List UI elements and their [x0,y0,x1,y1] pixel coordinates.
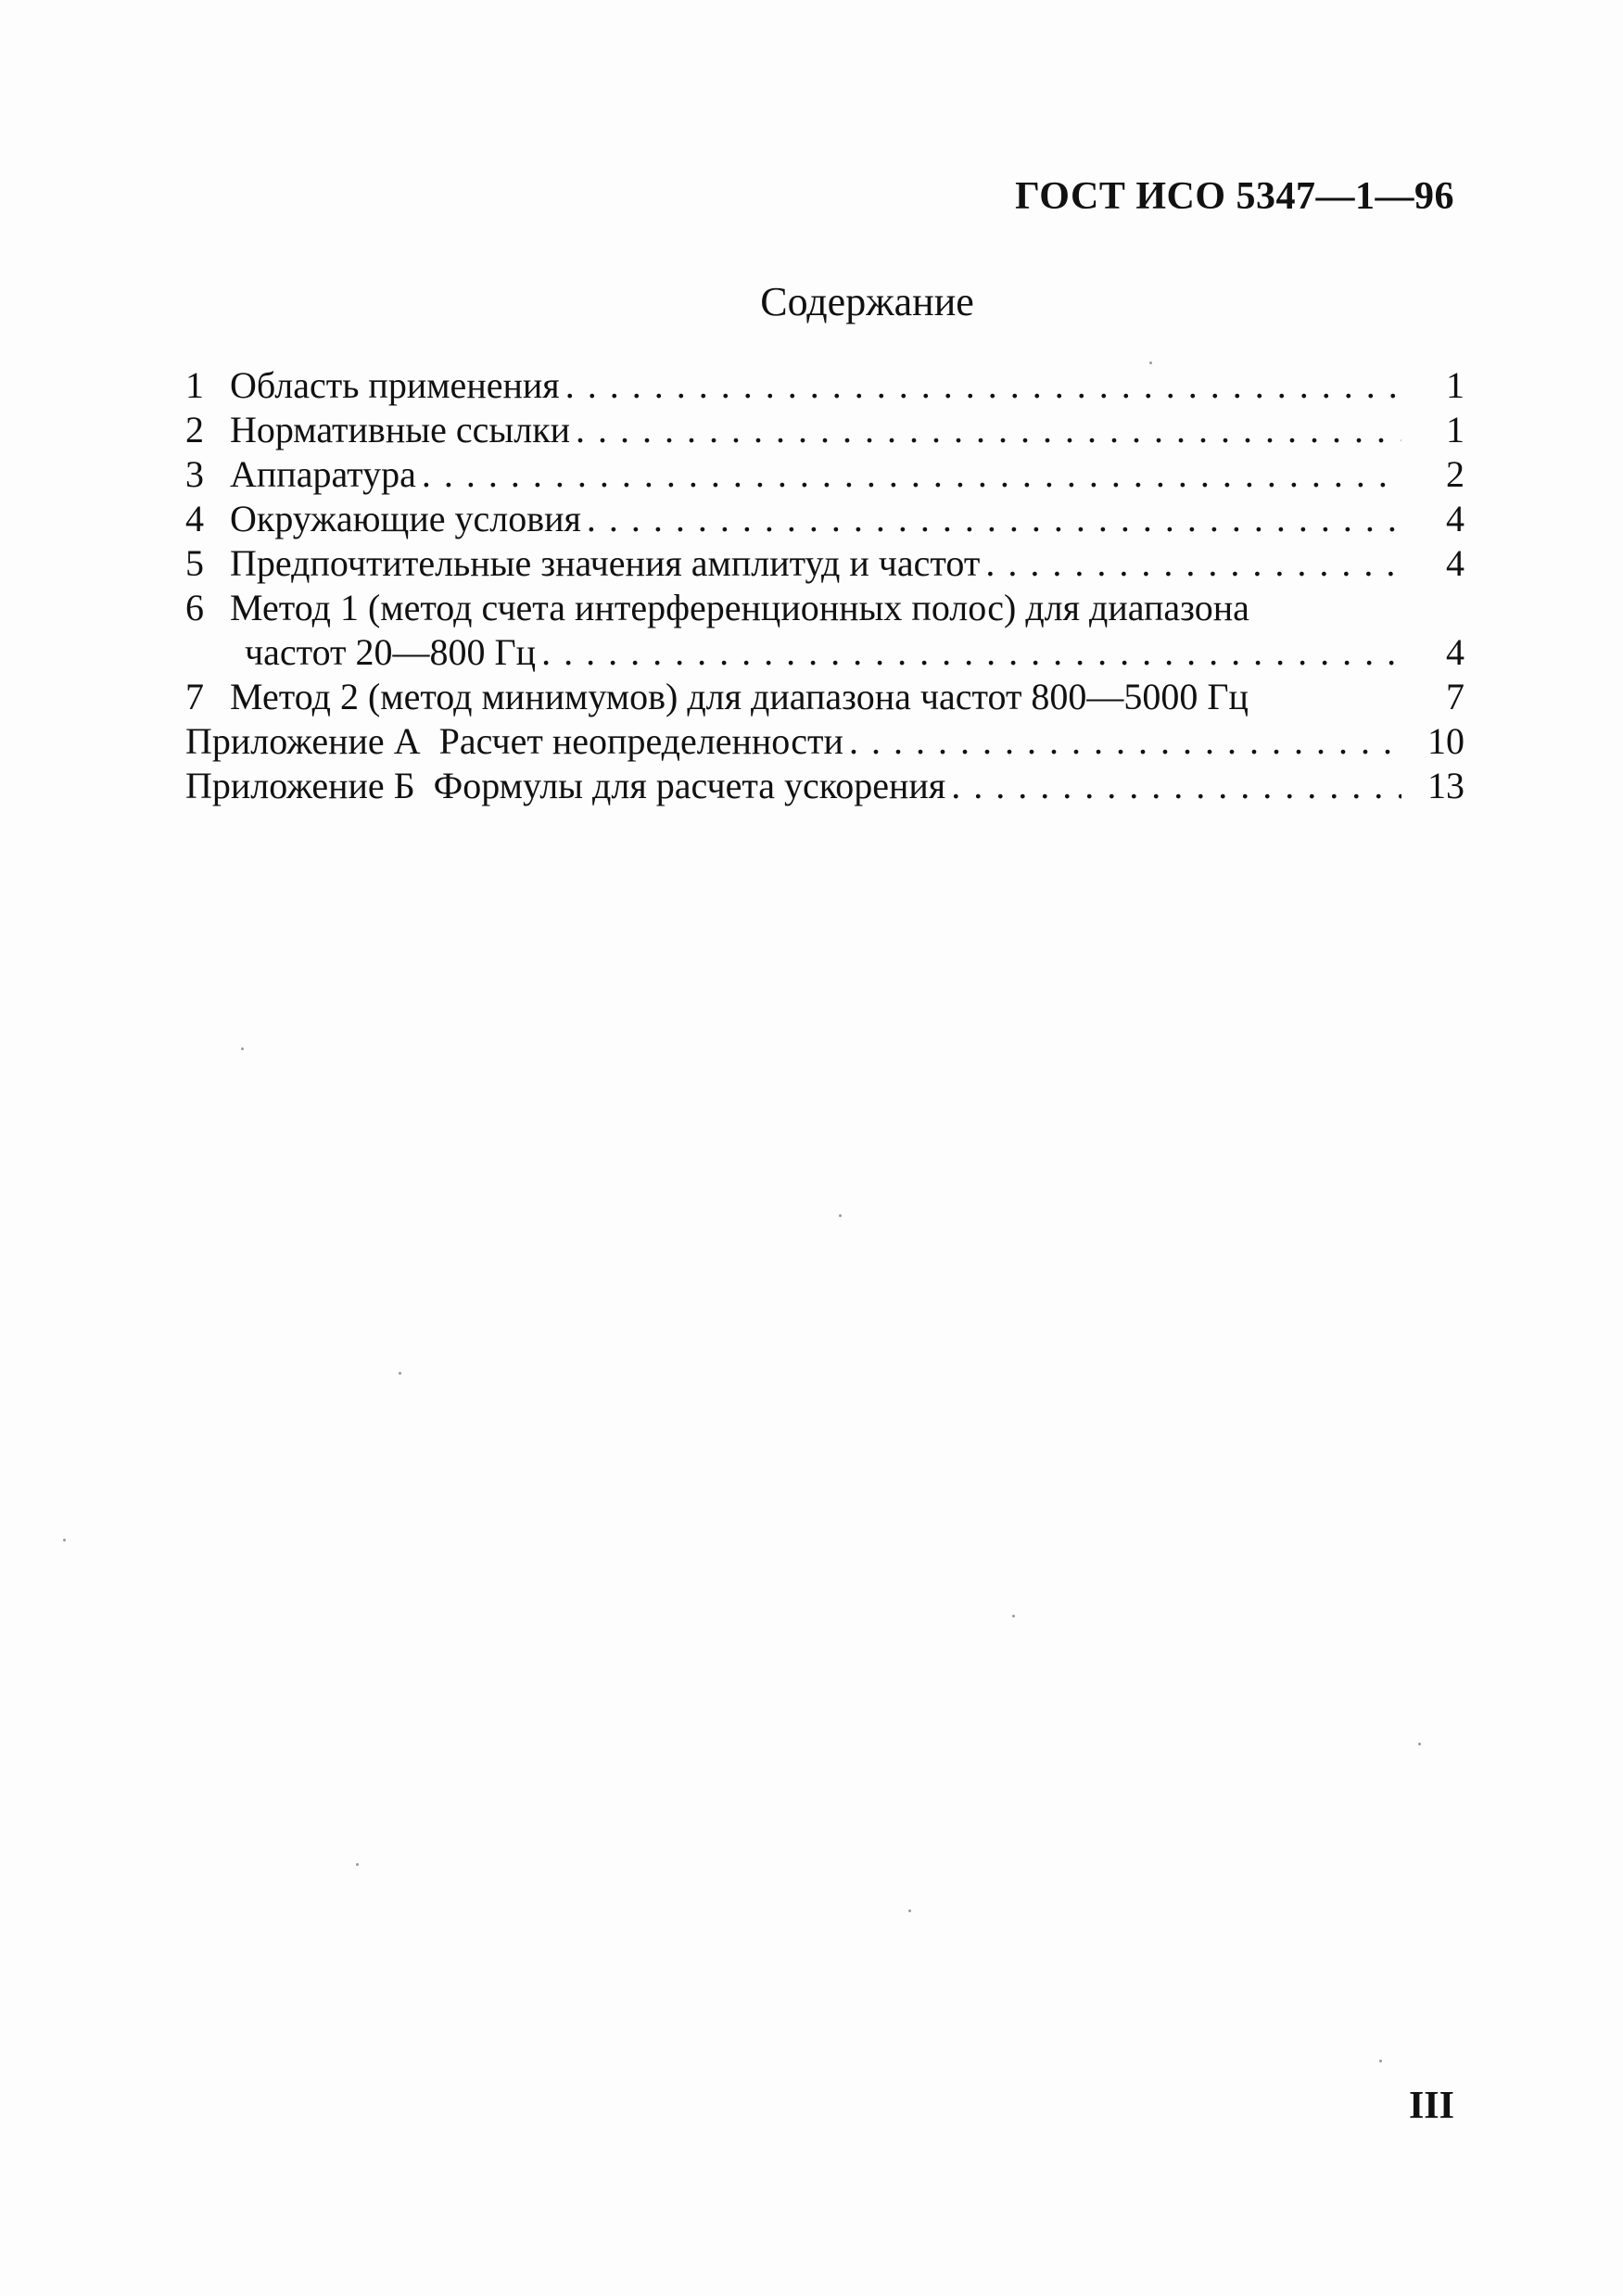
toc-title: Содержание [760,279,974,324]
toc-entry [185,675,1465,719]
toc-entry [185,452,1465,497]
toc-entry-number: 6 [185,587,204,628]
toc-entry [185,586,1465,630]
toc-entry-text: Метод 2 (метод минимумов) для диапазона частот 800—5000 Гц [230,676,1249,717]
scan-speck [839,1214,842,1217]
scan-speck [908,1909,911,1912]
scan-speck [399,1372,401,1375]
scan-speck [241,1047,244,1050]
dot-leader [951,764,1401,808]
toc-entry-number: 2 [185,409,204,450]
toc-entry-page: 1 [1446,364,1465,406]
toc-entry-number: 5 [185,542,204,584]
dot-leader [587,497,1401,541]
toc-entry-text: Нормативные ссылки [230,409,571,450]
scan-speck [1149,362,1152,364]
toc-entry-label [185,408,570,452]
toc-entry-continuation [185,630,1465,675]
toc-entry [185,497,1465,541]
toc-entry-appendix [185,764,1465,808]
dot-leader [422,452,1401,497]
dot-leader [565,363,1401,408]
toc-entry-number: 4 [185,498,204,539]
toc-entry-page: 1 [1446,409,1465,450]
toc-entry-label [185,541,980,586]
toc-entry-text: Приложение А Расчет неопределенности [185,720,843,762]
toc-entry-number: 7 [185,676,204,717]
scan-speck [356,1863,359,1866]
toc-entry-text: Окружающие условия [230,498,581,539]
toc-entry-label [185,452,416,497]
toc-entry-page: 4 [1446,542,1465,584]
page-number: III [1408,2085,1454,2127]
dot-leader [541,630,1401,675]
toc-entry-page: 10 [1427,720,1465,762]
toc-entry-page: 2 [1446,453,1465,495]
table-of-contents [185,363,1465,808]
document-code: ГОСТ ИСО 5347—1—96 [1015,175,1454,218]
toc-entry-page: 4 [1446,631,1465,673]
toc-entry [185,408,1465,452]
toc-entry-text: Область применения [230,364,560,406]
scan-speck [1418,1743,1421,1745]
scan-speck [1012,1615,1015,1617]
toc-entry-page: 13 [1427,765,1465,806]
toc-entry-text: Аппаратура [230,453,416,495]
toc-entry-number: 3 [185,453,204,495]
toc-entry-text: Приложение Б Формулы для расчета ускорения [185,765,946,806]
toc-entry-label [185,363,560,408]
toc-entry-label [185,675,1409,719]
toc-entry-label [185,586,1409,630]
scan-speck [63,1539,66,1541]
toc-entry-page: 7 [1446,676,1465,717]
toc-entry [185,541,1465,586]
toc-entry [185,363,1465,408]
toc-entry-text: Метод 1 (метод счета интерференционных полос) для диапазона [230,587,1249,628]
scan-speck [1379,2060,1382,2062]
toc-entry-text: частот 20—800 Гц [245,631,537,673]
toc-entry-number: 1 [185,364,204,406]
dot-leader [985,541,1401,586]
toc-entry-label [185,497,581,541]
toc-entry-appendix [185,719,1465,764]
dot-leader [849,719,1401,764]
toc-entry-page: 4 [1446,498,1465,539]
toc-entry-text: Предпочтительные значения амплитуд и частот [230,542,981,584]
dot-leader [576,408,1401,452]
